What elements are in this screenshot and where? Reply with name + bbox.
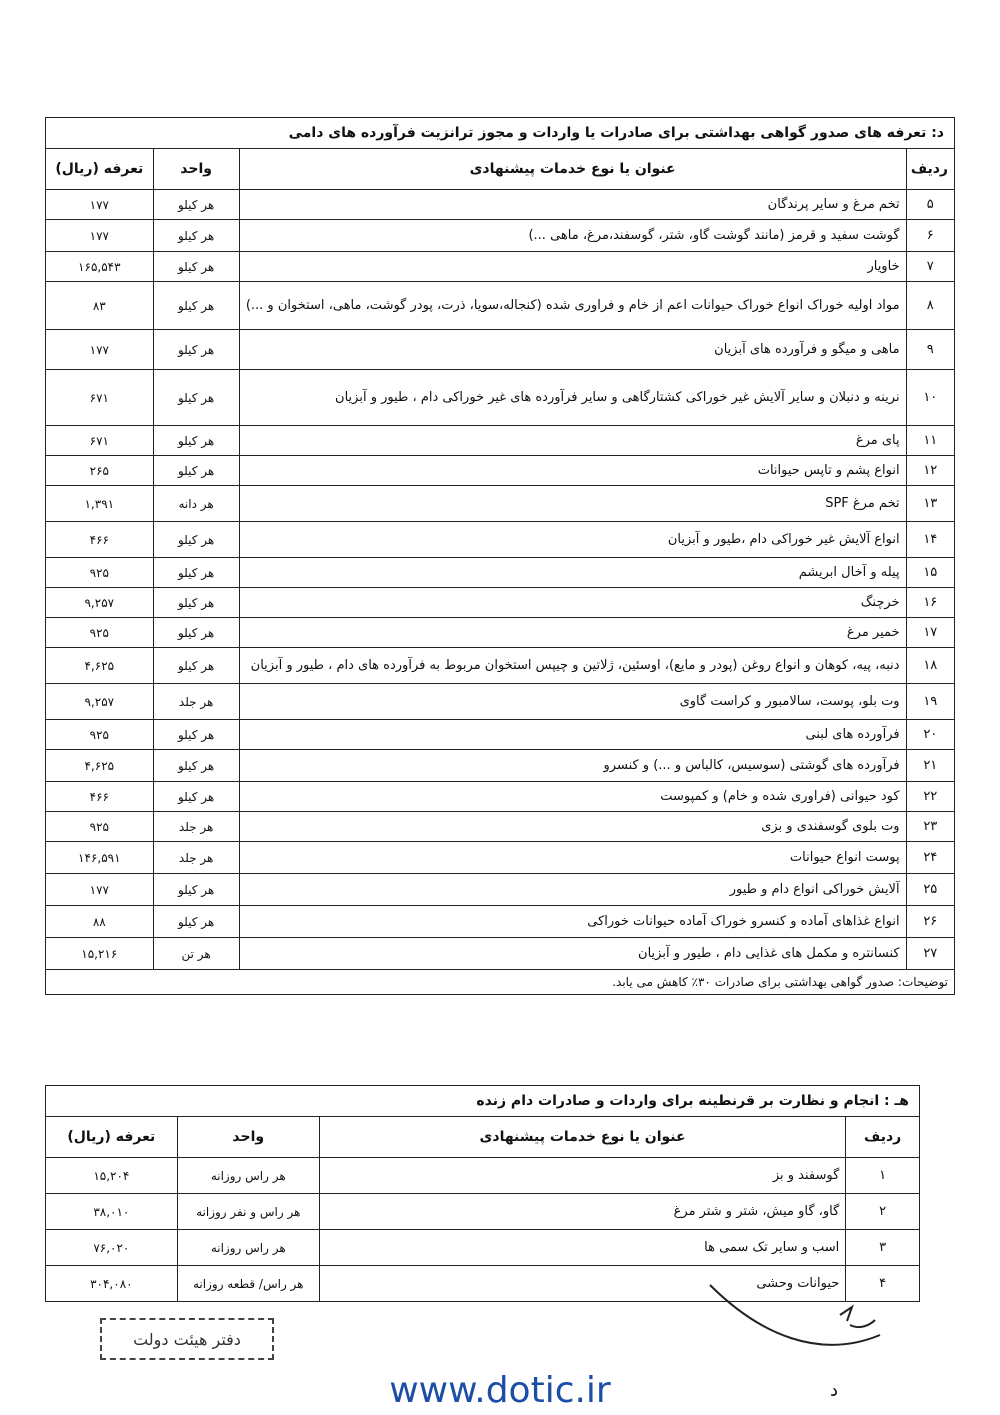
table-row xyxy=(46,486,955,522)
table-row xyxy=(46,282,955,330)
service-title: کود حیوانی (فراوری شده و خام) و کمپوست xyxy=(239,782,906,812)
service-title: اسب و سایر تک سمی ها xyxy=(319,1230,845,1266)
unit: هر کیلو xyxy=(153,558,239,588)
table-row xyxy=(46,1158,920,1194)
service-title: پوست انواع حیوانات xyxy=(239,842,906,874)
tariff: ۱۵,۲۰۴ xyxy=(46,1158,178,1194)
table-row xyxy=(46,906,955,938)
service-title: دنبه، پیه، کوهان و انواع روغن (پودر و مایع)، اوسئین، ژلاتین و چیپس استخوان مربوط به فرآورده های دام ، طیور و آبزیان xyxy=(239,648,906,684)
unit: هر کیلو xyxy=(153,906,239,938)
service-title: مواد اولیه خوراک انواع خوراک حیوانات اعم از خام و فراوری شده (کنجاله،سویا، ذرت، پودر گوشت، ماهی، استخوان و ...) xyxy=(239,282,906,330)
table-row xyxy=(46,190,955,220)
table-row xyxy=(46,842,955,874)
row-number: ۲۳ xyxy=(906,812,954,842)
health-certificate-tariff-table xyxy=(45,117,955,995)
unit: هر راس/ قطعه روزانه xyxy=(177,1266,319,1302)
header-row-number: ردیف xyxy=(846,1117,920,1158)
unit: هر کیلو xyxy=(153,750,239,782)
header-row-number: ردیف xyxy=(906,149,954,190)
row-number: ۱۲ xyxy=(906,456,954,486)
row-number: ۲۰ xyxy=(906,720,954,750)
unit: هر کیلو xyxy=(153,426,239,456)
service-title: وت بلو، پوست، سالامبور و کراست گاوی xyxy=(239,684,906,720)
tariff: ۴۶۶ xyxy=(46,522,154,558)
row-number: ۶ xyxy=(906,220,954,252)
unit: هر راس روزانه xyxy=(177,1158,319,1194)
header-price: تعرفه (ریال) xyxy=(46,1117,178,1158)
table-row xyxy=(46,252,955,282)
unit: هر کیلو xyxy=(153,648,239,684)
table-row xyxy=(46,588,955,618)
service-title: گوسفند و بز xyxy=(319,1158,845,1194)
service-title: انواع غذاهای آماده و کنسرو خوراک آماده حیوانات خوراکی xyxy=(239,906,906,938)
tariff: ۹۲۵ xyxy=(46,618,154,648)
tariff: ۳۸,۰۱۰ xyxy=(46,1194,178,1230)
page-number: د xyxy=(830,1380,839,1401)
tariff: ۲۶۵ xyxy=(46,456,154,486)
row-number: ۱۶ xyxy=(906,588,954,618)
service-title: گوشت سفید و قرمز (مانند گوشت گاو، شتر، گوسفند،مرغ، ماهی ...) xyxy=(239,220,906,252)
row-number: ۲۵ xyxy=(906,874,954,906)
table2-title: هـ : انجام و نظارت بر قرنطینه برای واردات و صادرات دام زنده xyxy=(46,1086,920,1117)
tariff: ۹۲۵ xyxy=(46,812,154,842)
service-title: آلایش خوراکی انواع دام و طیور xyxy=(239,874,906,906)
unit: هر کیلو xyxy=(153,370,239,426)
service-title: خرچنگ xyxy=(239,588,906,618)
table-row xyxy=(46,370,955,426)
tariff: ۸۳ xyxy=(46,282,154,330)
row-number: ۲۶ xyxy=(906,906,954,938)
tariff: ۴,۶۲۵ xyxy=(46,648,154,684)
table1-note: توضیحات: صدور گواهی بهداشتی برای صادرات ۳۰٪ کاهش می یابد. xyxy=(46,970,955,995)
tariff: ۷۶,۰۲۰ xyxy=(46,1230,178,1266)
tariff: ۹۲۵ xyxy=(46,558,154,588)
row-number: ۲ xyxy=(846,1194,920,1230)
unit: هر جلد xyxy=(153,842,239,874)
tariff: ۶۷۱ xyxy=(46,370,154,426)
service-title: ماهی و میگو و فرآورده های آبزیان xyxy=(239,330,906,370)
tariff: ۹,۲۵۷ xyxy=(46,684,154,720)
tariff: ۱۷۷ xyxy=(46,190,154,220)
row-number: ۲۱ xyxy=(906,750,954,782)
service-title: حیوانات وحشی xyxy=(319,1266,845,1302)
tariff: ۱۷۷ xyxy=(46,874,154,906)
row-number: ۹ xyxy=(906,330,954,370)
service-title: فرآورده های گوشتی (سوسیس، کالباس و ...) و کنسرو xyxy=(239,750,906,782)
unit: هر جلد xyxy=(153,812,239,842)
service-title: نرینه و دنبلان و سایر آلایش غیر خوراکی کشتارگاهی و سایر فرآورده های غیر خوراکی دام ، طیور و آبزیان xyxy=(239,370,906,426)
table-row xyxy=(46,720,955,750)
row-number: ۲۴ xyxy=(906,842,954,874)
row-number: ۱۷ xyxy=(906,618,954,648)
row-number: ۱ xyxy=(846,1158,920,1194)
tariff: ۱,۳۹۱ xyxy=(46,486,154,522)
row-number: ۱۴ xyxy=(906,522,954,558)
unit: هر کیلو xyxy=(153,588,239,618)
table-row xyxy=(46,750,955,782)
service-title: کنسانتره و مکمل های غذایی دام ، طیور و آبزیان xyxy=(239,938,906,970)
table-row xyxy=(46,938,955,970)
unit: هر کیلو xyxy=(153,330,239,370)
service-title: خاویار xyxy=(239,252,906,282)
service-title: تخم مرغ و سایر پرندگان xyxy=(239,190,906,220)
unit: هر کیلو xyxy=(153,720,239,750)
table-row xyxy=(46,782,955,812)
row-number: ۷ xyxy=(906,252,954,282)
service-title: خمیر مرغ xyxy=(239,618,906,648)
service-title: وت بلوی گوسفندی و بزی xyxy=(239,812,906,842)
tariff: ۴۶۶ xyxy=(46,782,154,812)
tariff: ۱۶۵,۵۴۳ xyxy=(46,252,154,282)
header-price: تعرفه (ریال) xyxy=(46,149,154,190)
tariff: ۹,۲۵۷ xyxy=(46,588,154,618)
row-number: ۳ xyxy=(846,1230,920,1266)
service-title: انواع آلایش غیر خوراکی دام ،طیور و آبزیان xyxy=(239,522,906,558)
unit: هر راس روزانه xyxy=(177,1230,319,1266)
table-row xyxy=(46,1194,920,1230)
unit: هر کیلو xyxy=(153,618,239,648)
header-service: عنوان یا نوع خدمات پیشنهادی xyxy=(319,1117,845,1158)
row-number: ۱۰ xyxy=(906,370,954,426)
table-row xyxy=(46,874,955,906)
service-title: گاو، گاو میش، شتر و شتر مرغ xyxy=(319,1194,845,1230)
service-title: فرآورده های لبنی xyxy=(239,720,906,750)
tariff: ۱۵,۲۱۶ xyxy=(46,938,154,970)
unit: هر کیلو xyxy=(153,456,239,486)
table1-title: د: تعرفه های صدور گواهی بهداشتی برای صادرات یا واردات و مجوز ترانزیت فرآورده های دامی xyxy=(46,118,955,149)
office-stamp: دفتر هیئت دولت xyxy=(100,1318,274,1360)
row-number: ۴ xyxy=(846,1266,920,1302)
tariff: ۱۷۷ xyxy=(46,220,154,252)
tariff: ۶۷۱ xyxy=(46,426,154,456)
service-title: انواع پشم و تاپس حیوانات xyxy=(239,456,906,486)
service-title: پیله و آخال ابریشم xyxy=(239,558,906,588)
unit: هر کیلو xyxy=(153,220,239,252)
row-number: ۸ xyxy=(906,282,954,330)
row-number: ۵ xyxy=(906,190,954,220)
table-row xyxy=(46,648,955,684)
row-number: ۲۷ xyxy=(906,938,954,970)
row-number: ۱۳ xyxy=(906,486,954,522)
table-row xyxy=(46,618,955,648)
table-row xyxy=(46,330,955,370)
table-row xyxy=(46,522,955,558)
service-title: پای مرغ xyxy=(239,426,906,456)
table-row xyxy=(46,220,955,252)
unit: هر کیلو xyxy=(153,782,239,812)
row-number: ۱۸ xyxy=(906,648,954,684)
row-number: ۱۹ xyxy=(906,684,954,720)
table-row xyxy=(46,426,955,456)
table-row xyxy=(46,684,955,720)
unit: هر تن xyxy=(153,938,239,970)
tariff: ۹۲۵ xyxy=(46,720,154,750)
row-number: ۱۵ xyxy=(906,558,954,588)
unit: هر کیلو xyxy=(153,282,239,330)
website-url[interactable]: www.dotic.ir xyxy=(389,1370,611,1411)
unit: هر کیلو xyxy=(153,252,239,282)
table1-body xyxy=(46,190,955,970)
header-unit: واحد xyxy=(177,1117,319,1158)
table-row xyxy=(46,558,955,588)
unit: هر کیلو xyxy=(153,522,239,558)
unit: هر راس و نفر روزانه xyxy=(177,1194,319,1230)
tariff: ۱۴۶,۵۹۱ xyxy=(46,842,154,874)
table-row xyxy=(46,812,955,842)
tariff: ۱۷۷ xyxy=(46,330,154,370)
unit: هر جلد xyxy=(153,684,239,720)
row-number: ۲۲ xyxy=(906,782,954,812)
header-service: عنوان یا نوع خدمات پیشنهادی xyxy=(239,149,906,190)
tariff: ۳۰۴,۰۸۰ xyxy=(46,1266,178,1302)
row-number: ۱۱ xyxy=(906,426,954,456)
unit: هر دانه xyxy=(153,486,239,522)
header-unit: واحد xyxy=(153,149,239,190)
unit: هر کیلو xyxy=(153,190,239,220)
table-row xyxy=(46,1230,920,1266)
tariff: ۸۸ xyxy=(46,906,154,938)
tariff: ۴,۶۲۵ xyxy=(46,750,154,782)
unit: هر کیلو xyxy=(153,874,239,906)
service-title: تخم مرغ SPF xyxy=(239,486,906,522)
table-row xyxy=(46,456,955,486)
signature-mark xyxy=(700,1265,900,1375)
